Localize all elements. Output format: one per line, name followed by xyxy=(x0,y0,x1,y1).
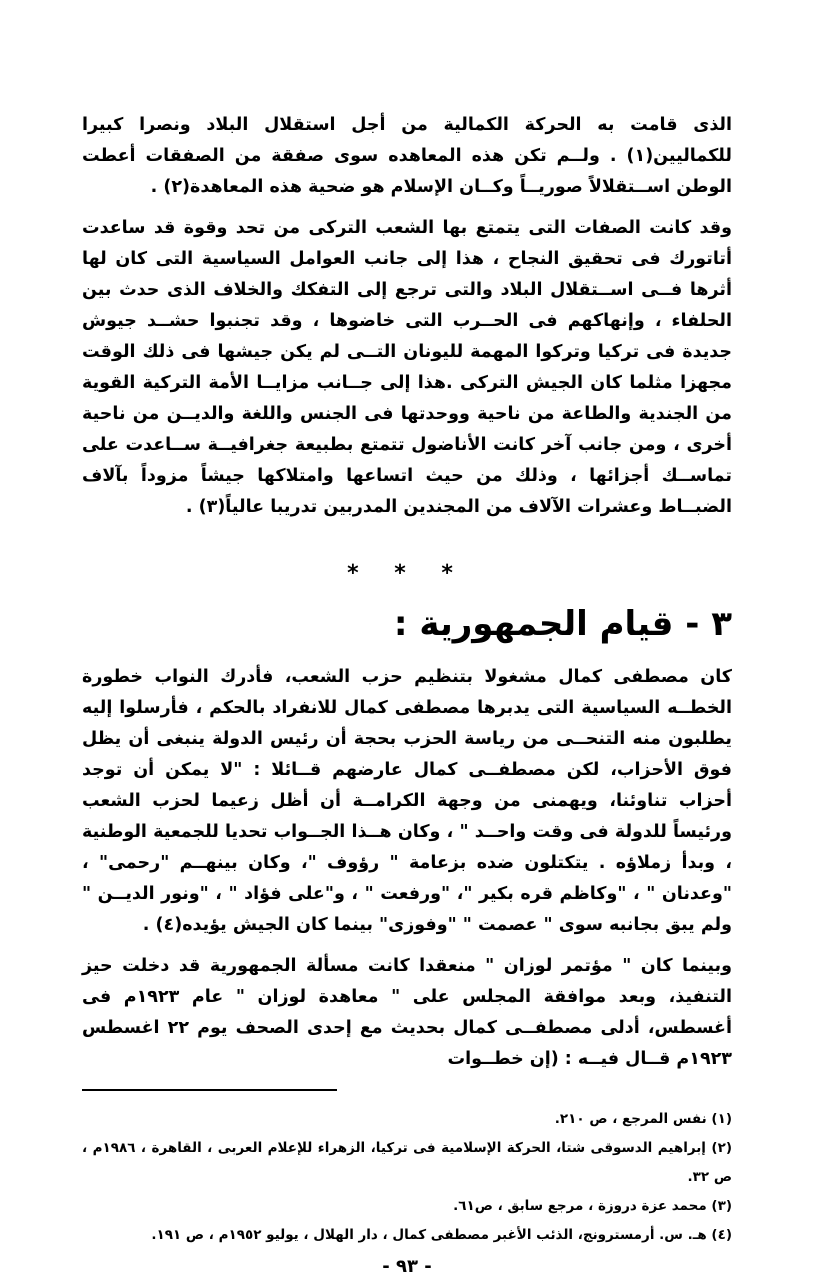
page-body xyxy=(82,110,732,1277)
paragraph-4: وبينما كان " مؤتمر لوزان " منعقدا كانت مسألة الجمهورية قد دخلت حيز التنفيذ، وبعد موافقة المجلس على " معاهدة لوزان " عام ١٩٢٣م فى أغسطس، أدلى مصطفــى كمال بحديث مع إحدى الصحف يوم ٢٢ اغسطس ١٩٢٣م قــال فيــه : (إن خطــوات xyxy=(82,956,733,1069)
footnotes xyxy=(82,1105,732,1250)
paragraph-2: وقد كانت الصفات التى يتمتع بها الشعب التركى من تحد وقوة قد ساعدت أتاتورك فى تحقيق النجاح ، هذا إلى جانب العوامل السياسية التى كان لها أثرها فــى اســتقلال البلاد والتى ترجع إلى التفكك والخلاف الذى حدث بين الحلفاء ، وإنهاكهم فى الحــرب التى خاضوها ، وقد تجنبوا حشــد جيوش جديدة فى تركيا وتركوا المهمة لليونان التــى لم يكن جيشها فى ذلك الوقت مجهزا مثلما كان الجيش التركى .هذا إلى جــانب مزايــا الأمة التركية القوية من الجندية والطاعة من ناحية ووحدتها فى الجنس واللغة والديــن من ناحية أخرى ، ومن جانب آخر كانت الأناضول تتمتع بطبيعة جغرافيــة ســاعدت على تماســك أجزائها ، وذلك من حيث اتساعها وامتلاكها جيشاً مزوداً بآلاف الضبــاط وعشرات الآلاف من المجندين المدربين تدريبا عالياً(٣) . xyxy=(82,218,732,517)
footnote-2: (٢) إبراهيم الدسوقى شتا، الحركة الإسلامية فى تركيا، الزهراء للإعلام العربى ، القاهرة ، ١٩٨٦م ، ص ٣٢. xyxy=(82,1139,732,1185)
page-number: - ٩٣ - xyxy=(382,1255,432,1277)
section-heading: ٣ - قيام الجمهورية : xyxy=(393,604,732,644)
footnote-1: (١) نفس المرجع ، ص ٢١٠. xyxy=(554,1110,732,1127)
footnote-4: (٤) هـ. س. أرمسترونج، الذئب الأغبر مصطفى كمال ، دار الهلال ، يوليو ١٩٥٢م ، ص ١٩١. xyxy=(151,1226,732,1243)
footnote-3: (٣) محمد عزة دروزة ، مرجع سابق ، ص٦١. xyxy=(453,1197,732,1214)
paragraph-3: كان مصطفى كمال مشغولا بتنظيم حزب الشعب، فأدرك النواب خطورة الخطــه السياسية التى يدبرها مصطفى كمال للانفراد بالحكم ، فأرسلوا إليه يطلبون منه التنحــى من رياسة الحزب بحجة أن رئيس الدولة ينبغى أن يظل فوق الأحزاب، لكن مصطفــى كمال عارضهم قــائلا : "لا يمكن أن توجد أحزاب تناوئنا، ويهمنى من وجهة الكرامــة أن أظل زعيما لحزب الشعب ورئيساً للدولة فى وقت واحــد " ، وكان هــذا الجــواب تحديا للجمعية الوطنية ، وبدأ زملاؤه . يتكتلون ضده بزعامة " رؤوف "، وكان بينهــم "رحمى" ، "وعدنان " ، "وكاظم قره بكير "، "ورفعت " ، و"على فؤاد " ، "ونور الديــن " ولم يبق بجانبه سوى " عصمت " "وفوزى" بينما كان الجيش يؤيده(٤) . xyxy=(82,667,732,935)
footnote-divider xyxy=(82,1089,337,1091)
paragraph-1: الذى قامت به الحركة الكمالية من أجل استقلال البلاد ونصرا كبيرا للكماليين(١) . ولــم تكن هذه المعاهده سوى صفقة من الصفقات أعطت الوطن اســتقلالاً صوريــاً وكــان الإسلام هو ضحية هذه المعاهدة(٢) . xyxy=(82,115,732,197)
section-separator: * * * xyxy=(347,561,467,586)
